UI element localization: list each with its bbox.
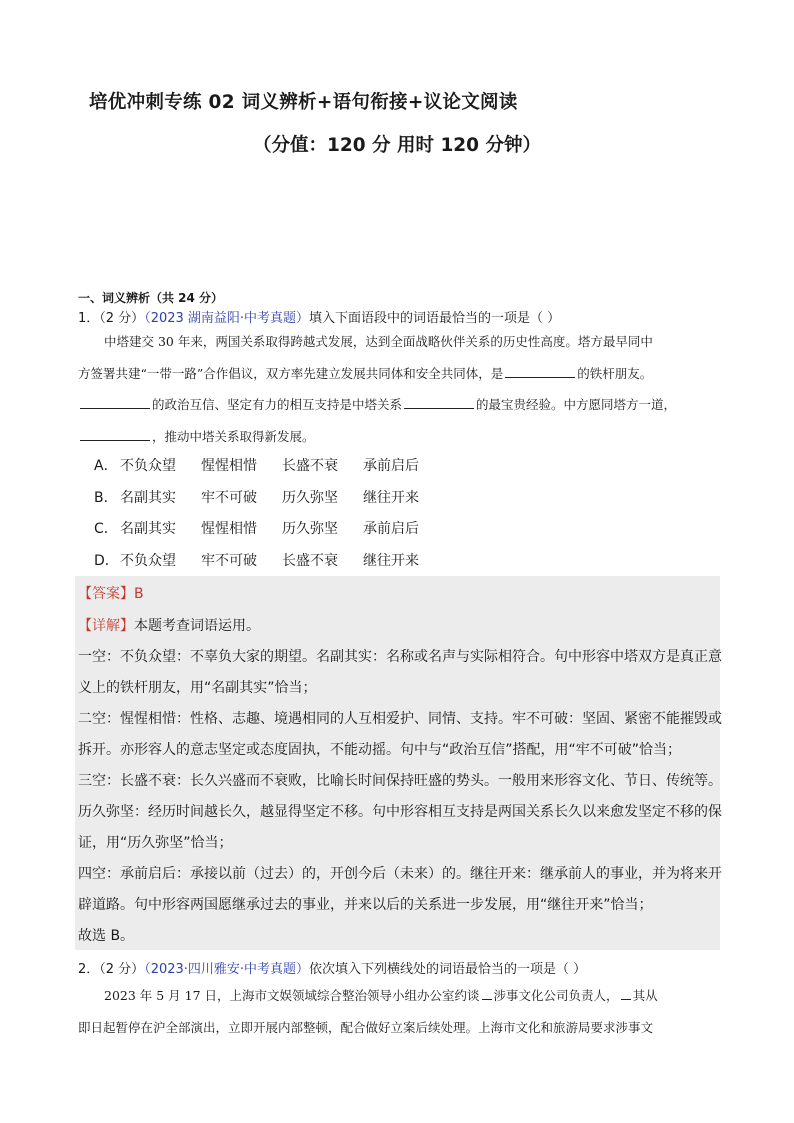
question-2-number: 2．（2 分） bbox=[78, 962, 145, 977]
question-1-number: 1．（2 分） bbox=[78, 311, 145, 326]
explain-line: 一空：不负众望：不辜负大家的期望。名副其实：名称或名声与实际相符合。句中形容中塔双方是真正意 bbox=[78, 649, 722, 665]
question-2-header bbox=[78, 958, 586, 977]
answer-value: B bbox=[134, 586, 144, 602]
answer-line bbox=[78, 583, 144, 603]
explain-line: 证，用“历久弥坚”恰当； bbox=[78, 835, 233, 851]
question-1-source: （2023 湖南益阳·中考真题） bbox=[144, 311, 310, 326]
passage-line: 即日起暂停在沪全部演出，立即开展内部整顿，配合做好立案后续处理。上海市文化和旅游局要求涉事文 bbox=[78, 1019, 654, 1035]
explain-line: 四空：承前启后：承接以前（过去）的，开创今后（未来）的。继往开来：继承前人的事业，并为将来开 bbox=[78, 866, 722, 882]
answer-blank bbox=[621, 987, 631, 1000]
answer-box bbox=[75, 576, 720, 950]
answer-blank bbox=[404, 396, 474, 409]
option-c[interactable]: C． 名副其实 惺惺相惜 历久弥坚 承前启后 bbox=[94, 521, 419, 537]
explain-heading: 【详解】本题考查词语运用。 bbox=[78, 618, 260, 634]
page-subtitle: （分值：120 分 用时 120 分钟） bbox=[253, 135, 541, 156]
explain-line: 义上的铁杆朋友，用“名副其实”恰当； bbox=[78, 680, 317, 696]
explain-line: 拆开。亦形容人的意志坚定或态度固执，不能动摇。句中与“政治互信”搭配，用“牢不可破”恰当； bbox=[78, 742, 682, 758]
passage-line: 的政治互信、坚定有力的相互支持是中塔关系 的最宝贵经验。中方愿同塔方一道， bbox=[78, 389, 718, 421]
section-heading: 一、词义辨析（共 24 分） bbox=[78, 291, 224, 305]
option-d[interactable]: D．不负众望 牢不可破 长盛不衰 继往开来 bbox=[94, 552, 419, 569]
explain-line: 二空：惺惺相惜：性格、志趣、境遇相同的人互相爱护、同情、支持。牢不可破：坚固、紧密不能摧毁或 bbox=[78, 711, 722, 727]
option-a[interactable]: A． 不负众望 惺惺相惜 长盛不衰 承前启后 bbox=[94, 458, 419, 474]
question-2-source: （2023·四川雅安·中考真题） bbox=[144, 962, 310, 977]
explain-tag: 【详解】 bbox=[78, 618, 134, 634]
question-1-options bbox=[94, 451, 444, 577]
option-b[interactable]: B． 名副其实 牢不可破 历久弥坚 继往开来 bbox=[94, 489, 419, 506]
question-2-passage bbox=[78, 980, 718, 1043]
question-1-stem: 填入下面语段中的词语最恰当的一项是（ ） bbox=[309, 311, 561, 326]
passage-line: 中塔建交 30 年来，两国关系取得跨越式发展，达到全面战略伙伴关系的历史性高度。塔方最早同中 bbox=[104, 334, 653, 349]
page-title: 培优冲刺专练 02 词义辨析+语句衔接+议论文阅读 bbox=[89, 92, 518, 113]
explain-line: 辟道路。句中形容两国愿继承过去的事业，并来以后的关系进一步发展，用“继往开来”恰当； bbox=[78, 897, 653, 913]
explain-line: 历久弥坚：经历时间越长久，越显得坚定不移。句中形容相互支持是两国关系长久以来愈发坚定不移的保 bbox=[78, 804, 722, 820]
explain-line: 三空：长盛不衰：长久兴盛而不衰败，比喻长时间保持旺盛的势头。一般用来形容文化、节日、传统等。 bbox=[78, 773, 722, 789]
passage-line: 2023 年 5 月 17 日，上海市文娱领域综合整治领导小组办公室约谈 涉事文化公司负责人， 其从 bbox=[104, 988, 658, 1003]
passage-line: ，推动中塔关系取得新发展。 bbox=[78, 421, 718, 453]
answer-blank bbox=[80, 396, 150, 409]
answer-tag: 【答案】 bbox=[78, 586, 134, 602]
question-1-passage bbox=[78, 326, 718, 452]
answer-blank bbox=[482, 987, 492, 1000]
question-2-stem: 依次填入下列横线处的词语最恰当的一项是（ ） bbox=[309, 962, 587, 977]
answer-blank bbox=[505, 365, 575, 378]
explain-line: 故选 B。 bbox=[78, 928, 135, 944]
passage-line: 方签署共建“一带一路”合作倡议，双方率先建立发展共同体和安全共同体，是 的铁杆朋友。 bbox=[78, 365, 653, 381]
answer-blank bbox=[80, 428, 150, 441]
question-1-header bbox=[78, 307, 560, 326]
